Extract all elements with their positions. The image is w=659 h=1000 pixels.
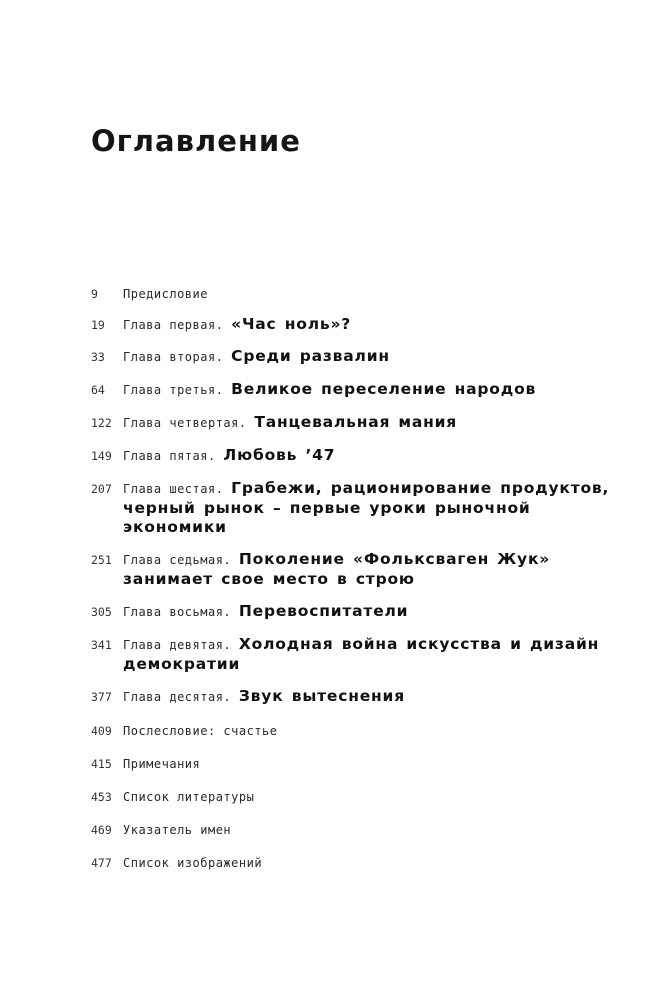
entry-title: Танцевальная мания [254,413,458,431]
toc-entry[interactable] [91,602,611,622]
entry-label: Список литературы [123,790,255,804]
page-number: 207 [91,482,112,496]
page-number: 305 [91,605,112,619]
toc-entry[interactable] [91,687,611,707]
page-number: 19 [91,318,105,332]
toc-entry[interactable] [91,635,611,674]
page-number: 409 [91,724,112,738]
page-number: 377 [91,690,112,704]
entry-label: Глава шестая. [123,482,232,496]
toc-entry[interactable] [91,853,611,873]
entry-label: Глава третья. [123,383,232,397]
entry-title: Среди развалин [231,347,390,365]
toc-entry[interactable] [91,284,611,304]
entry-title: Великое переселение народов [231,380,537,398]
entry-title: Поколение «Фольксваген Жук» занимает свое место в строю [123,550,551,588]
page-number: 453 [91,790,112,804]
entry-label: Предисловие [123,287,208,301]
entry-label: Глава пятая. [123,449,224,463]
toc-entry[interactable] [91,315,611,335]
toc-entry[interactable] [91,721,611,741]
toc-entry[interactable] [91,413,611,433]
page-number: 33 [91,350,105,364]
page-number: 64 [91,383,105,397]
toc-entry[interactable] [91,479,611,537]
page-number: 477 [91,856,112,870]
entry-label: Глава первая. [123,318,232,332]
entry-label: Глава девятая. [123,638,239,652]
entry-title: Перевоспитатели [238,602,409,620]
toc-entry[interactable] [91,446,611,466]
page-number: 9 [91,287,98,301]
toc-entry[interactable] [91,380,611,400]
toc-entry[interactable] [91,754,611,774]
entry-label: Глава четвертая. [123,416,255,430]
page-title: Оглавление [91,124,301,158]
page-number: 341 [91,638,112,652]
page-number: 251 [91,553,112,567]
entry-label: Список изображений [123,856,263,870]
page-number: 122 [91,416,112,430]
toc-entry[interactable] [91,820,611,840]
toc-entry[interactable] [91,347,611,367]
toc-entry[interactable] [91,787,611,807]
entry-title: Холодная война искусства и дизайн демократии [123,635,600,673]
entry-title: «Час ноль»? [231,315,352,333]
entry-label: Примечания [123,757,201,771]
entry-title: Любовь ’47 [223,446,336,464]
entry-label: Глава восьмая. [123,605,239,619]
page-number: 149 [91,449,112,463]
toc-entry[interactable] [91,550,611,589]
entry-label: Указатель имен [123,823,232,837]
entry-label: Глава вторая. [123,350,232,364]
entry-label: Послесловие: счастье [123,724,278,738]
entry-label: Глава седьмая. [123,553,239,567]
page-number: 469 [91,823,112,837]
entry-label: Глава десятая. [123,690,239,704]
page-number: 415 [91,757,112,771]
entry-title: Грабежи, рационирование продуктов, черный рынок – первые уроки рыночной экономики [123,479,610,536]
entry-title: Звук вытеснения [238,687,405,705]
